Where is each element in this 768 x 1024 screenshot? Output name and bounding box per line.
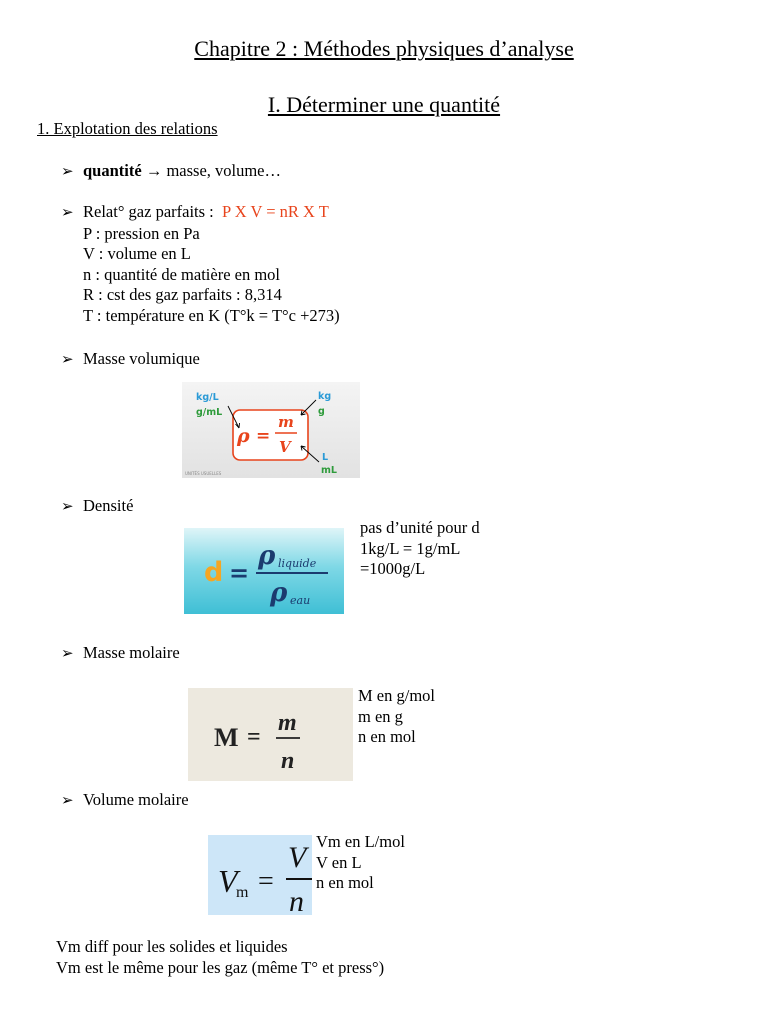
numerator-m: m (278, 413, 294, 431)
masse-molaire-note: m en g (358, 706, 403, 726)
densite-note: pas d’unité pour d (360, 518, 480, 537)
gaz-formula: P X V = nR X T (222, 202, 329, 221)
gaz-definition: T : température en K (T°k = T°c +273) (83, 305, 340, 325)
footer-note: Vm diff pour les solides et liquides (56, 937, 288, 956)
gaz-definition: V : volume en L (83, 244, 191, 263)
bullet-quantite (61, 161, 281, 181)
volume-molaire-note: V en L (316, 852, 362, 872)
unit-g: g (318, 406, 325, 417)
bullet-arrow-icon: ➢ (61, 793, 74, 809)
densite-label: Densité (83, 496, 134, 515)
bullet-volume-molaire (61, 790, 189, 810)
d-symbol: d (204, 557, 224, 588)
rho-liquide-symbol: ρ (258, 541, 276, 571)
volume-molaire-label: Volume molaire (83, 790, 189, 809)
v-subscript-m: m (236, 884, 249, 901)
footer-notes (56, 937, 384, 978)
masse-molaire-note: n en mol (358, 727, 416, 746)
denominator-n: n (289, 885, 304, 915)
section-title: I. Déterminer une quantité (267, 92, 501, 117)
gaz-definition: P : pression en Pa (83, 223, 200, 243)
rho-eau-symbol: ρ (270, 578, 288, 608)
masse-molaire-figure (188, 688, 353, 781)
m-upper-symbol: M (214, 723, 239, 752)
rho-symbol: ρ (237, 425, 250, 447)
denominator-n: n (281, 748, 295, 774)
equals-sign: = (256, 426, 271, 446)
volume-molaire-svg (208, 835, 312, 915)
numerator-v: V (288, 841, 307, 874)
unit-l: L (322, 452, 329, 463)
unit-kg-per-l: kg/L (196, 392, 219, 403)
masse-volumique-svg (182, 382, 360, 478)
bullet-arrow-icon: ➢ (61, 164, 74, 180)
volume-molaire-notes (316, 832, 405, 894)
densite-svg (184, 526, 357, 614)
masse-volumique-figure (182, 382, 360, 478)
denominator-v: V (279, 438, 291, 456)
subsection-title: 1. Explotation des relations (37, 119, 218, 138)
bullet-arrow-icon: ➢ (61, 205, 74, 221)
unit-kg: kg (318, 391, 332, 402)
quantite-label: quantité (83, 161, 142, 180)
right-arrow-icon: → (145, 161, 163, 180)
rho-eau-subscript: eau (290, 594, 311, 607)
numerator-m: m (278, 710, 297, 736)
chapter-title: Chapitre 2 : Méthodes physiques d’analyse (194, 36, 574, 61)
figure-caption: UNITÉS USUELLES (185, 471, 222, 476)
bullet-masse-volumique (61, 349, 200, 369)
masse-molaire-svg (188, 688, 353, 781)
volume-molaire-figure (208, 835, 312, 915)
bullet-arrow-icon: ➢ (61, 646, 74, 662)
densite-note: 1kg/L = 1g/mL (360, 538, 461, 558)
gaz-definition: R : cst des gaz parfaits : 8,314 (83, 285, 282, 304)
densite-notes (360, 518, 480, 580)
bullet-arrow-icon: ➢ (61, 499, 74, 515)
masse-volumique-label: Masse volumique (83, 349, 200, 368)
equals-sign: = (229, 559, 250, 587)
masse-molaire-label: Masse molaire (83, 643, 180, 662)
v-symbol: V (218, 863, 238, 899)
bullet-densite (61, 496, 133, 516)
bullet-arrow-icon: ➢ (61, 352, 74, 368)
quantite-desc: masse, volume… (166, 161, 282, 180)
bullet-masse-molaire (61, 643, 180, 663)
bullet-gaz-parfaits (61, 202, 340, 326)
unit-ml: mL (321, 465, 337, 476)
gaz-definition: n : quantité de matière en mol (83, 264, 281, 284)
unit-g-per-ml: g/mL (196, 407, 223, 418)
masse-molaire-note: M en g/mol (358, 686, 435, 705)
volume-molaire-note: n en mol (316, 873, 374, 892)
densite-figure (184, 526, 357, 614)
densite-note: =1000g/L (360, 559, 426, 578)
equals-sign: = (258, 866, 274, 897)
footer-note: Vm est le même pour les gaz (même T° et press°) (56, 957, 385, 977)
masse-molaire-notes (358, 686, 435, 748)
equals-sign: = (247, 724, 261, 750)
gaz-label: Relat° gaz parfaits : (83, 202, 214, 221)
figure-background (188, 688, 353, 781)
volume-molaire-note: Vm en L/mol (316, 832, 405, 851)
rho-liquide-subscript: liquide (278, 557, 317, 570)
